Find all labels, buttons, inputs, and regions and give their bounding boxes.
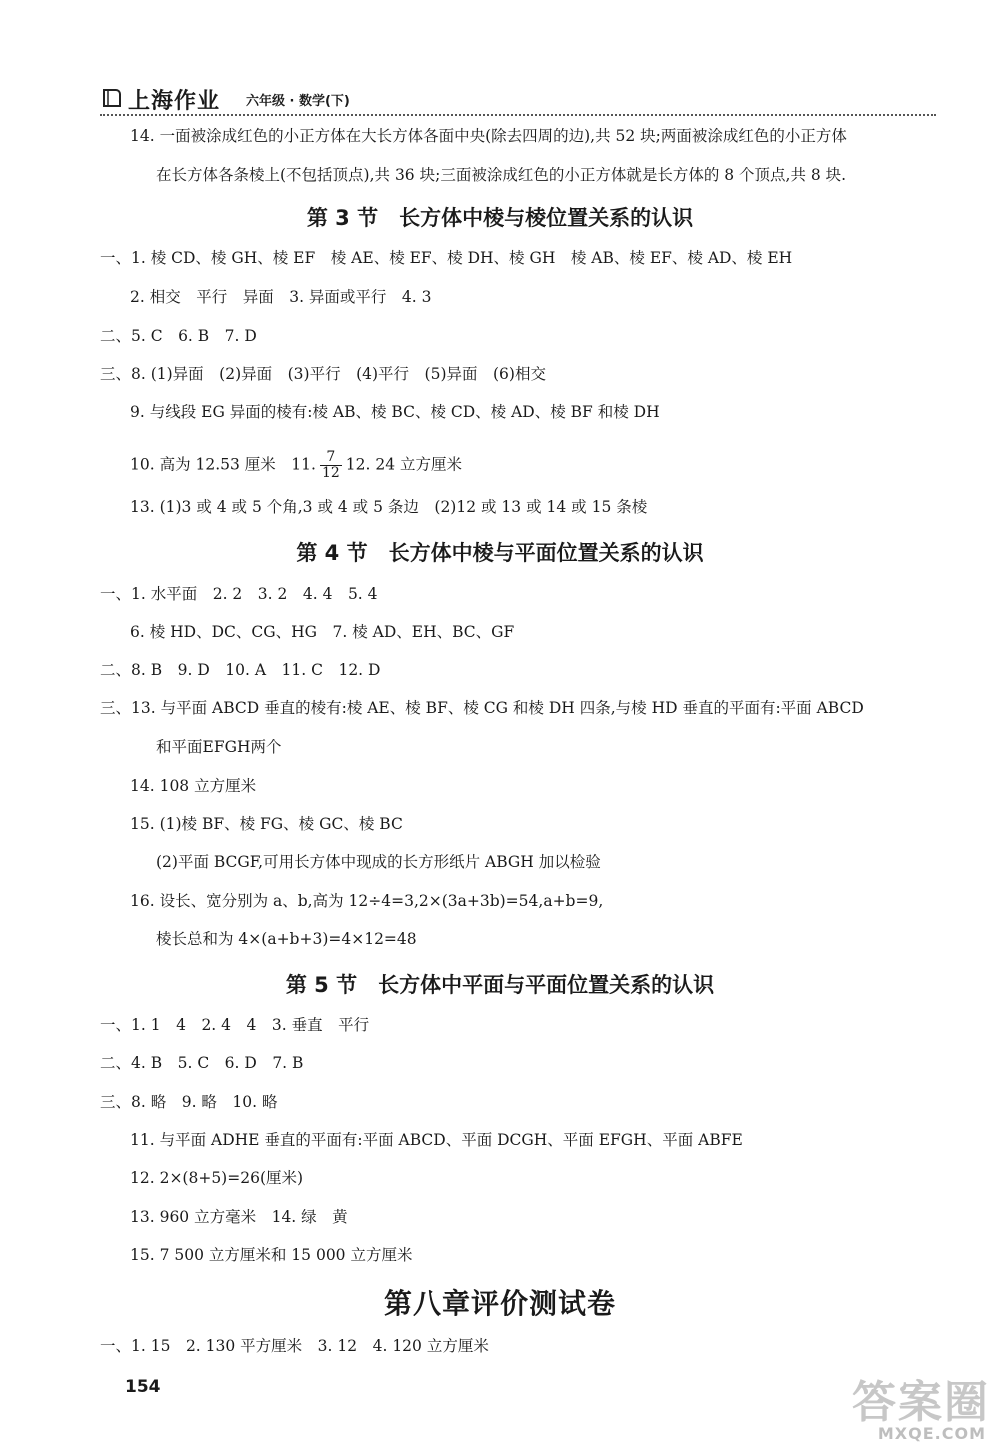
answer-line: 一、1. 棱 CD、棱 GH、棱 EF 棱 AE、棱 EF、棱 DH、棱 GH 棱 AB、棱 EF、棱 AD、棱 EH	[100, 249, 793, 267]
answer-line: 16. 设长、宽分别为 a、b,高为 12÷4=3,2×(3a+3b)=54,a+b=9,	[130, 892, 604, 910]
answer-line: 二、8. B 9. D 10. A 11. C 12. D	[100, 661, 381, 679]
page-number: 154	[125, 1377, 161, 1397]
answer-line: 2. 相交 平行 异面 3. 异面或平行 4. 3	[130, 288, 432, 306]
fraction-denominator: 12	[321, 465, 340, 481]
answer-line	[130, 450, 462, 481]
answer-line: 14. 一面被涂成红色的小正方体在大长方体各面中央(除去四周的边),共 52 块;两面被涂成红色的小正方体	[130, 127, 847, 145]
answer-line: 13. 960 立方毫米 14. 绿 黄	[130, 1208, 348, 1226]
answer-line: 12. 2×(8+5)=26(厘米)	[130, 1169, 304, 1187]
answer-line: 二、5. C 6. B 7. D	[100, 327, 257, 345]
answer-text: 12. 24 立方厘米	[345, 455, 463, 474]
answer-line: 一、1. 15 2. 130 平方厘米 3. 12 4. 120 立方厘米	[100, 1337, 489, 1355]
answer-text: 10. 高为 12.53 厘米 11.	[130, 455, 316, 474]
header-divider	[100, 114, 936, 116]
answer-line: 棱长总和为 4×(a+b+3)=4×12=48	[156, 930, 417, 948]
fraction	[320, 450, 342, 481]
answer-line: 三、13. 与平面 ABCD 垂直的棱有:棱 AE、棱 BF、棱 CG 和棱 DH 四条,与棱 HD 垂直的平面有:平面 ABCD	[100, 699, 864, 717]
chapter-heading: 第八章评价测试卷	[383, 1287, 616, 1320]
answer-line: 15. 7 500 立方厘米和 15 000 立方厘米	[130, 1246, 413, 1264]
answer-line: 15. (1)棱 BF、棱 FG、棱 GC、棱 BC	[130, 815, 403, 833]
grade-subject: 六年级 · 数学(下)	[246, 94, 350, 109]
answer-line: 6. 棱 HD、DC、CG、HG 7. 棱 AD、EH、BC、GF	[130, 623, 515, 641]
answer-line: 13. (1)3 或 4 或 5 个角,3 或 4 或 5 条边 (2)12 或 13 或 14 或 15 条棱	[130, 498, 648, 516]
answer-line: 一、1. 1 4 2. 4 4 3. 垂直 平行	[100, 1016, 370, 1034]
watermark-text: 答案圈	[852, 1377, 990, 1428]
section-heading: 第 3 节 长方体中棱与棱位置关系的认识	[306, 206, 694, 230]
answer-line: 9. 与线段 EG 异面的棱有:棱 AB、棱 BC、棱 CD、棱 AD、棱 BF 和棱 DH	[130, 403, 660, 421]
book-logo-icon	[100, 86, 124, 110]
answer-line: (2)平面 BCGF,可用长方体中现成的长方形纸片 ABGH 加以检验	[156, 853, 601, 871]
book-title: 上海作业	[128, 89, 221, 114]
running-header	[100, 84, 940, 114]
answer-line: 二、4. B 5. C 6. D 7. B	[100, 1054, 304, 1072]
watermark-url: MXQE.COM	[877, 1424, 986, 1443]
answer-line: 11. 与平面 ADHE 垂直的平面有:平面 ABCD、平面 DCGH、平面 EFGH、平面 ABFE	[130, 1131, 743, 1149]
answer-line: 三、8. (1)异面 (2)异面 (3)平行 (4)平行 (5)异面 (6)相交	[100, 365, 546, 383]
section-heading: 第 5 节 长方体中平面与平面位置关系的认识	[285, 973, 715, 997]
answer-line: 14. 108 立方厘米	[130, 777, 257, 795]
fraction-numerator: 7	[320, 450, 342, 466]
answer-line: 和平面EFGH两个	[156, 738, 282, 756]
answer-line: 在长方体各条棱上(不包括顶点),共 36 块;三面被涂成红色的小正方体就是长方体的 8 个顶点,共 8 块.	[156, 166, 847, 184]
answer-line: 一、1. 水平面 2. 2 3. 2 4. 4 5. 4	[100, 585, 378, 603]
watermark-logo	[808, 1366, 990, 1446]
answer-line: 三、8. 略 9. 略 10. 略	[100, 1093, 278, 1111]
section-heading: 第 4 节 长方体中棱与平面位置关系的认识	[296, 541, 704, 565]
